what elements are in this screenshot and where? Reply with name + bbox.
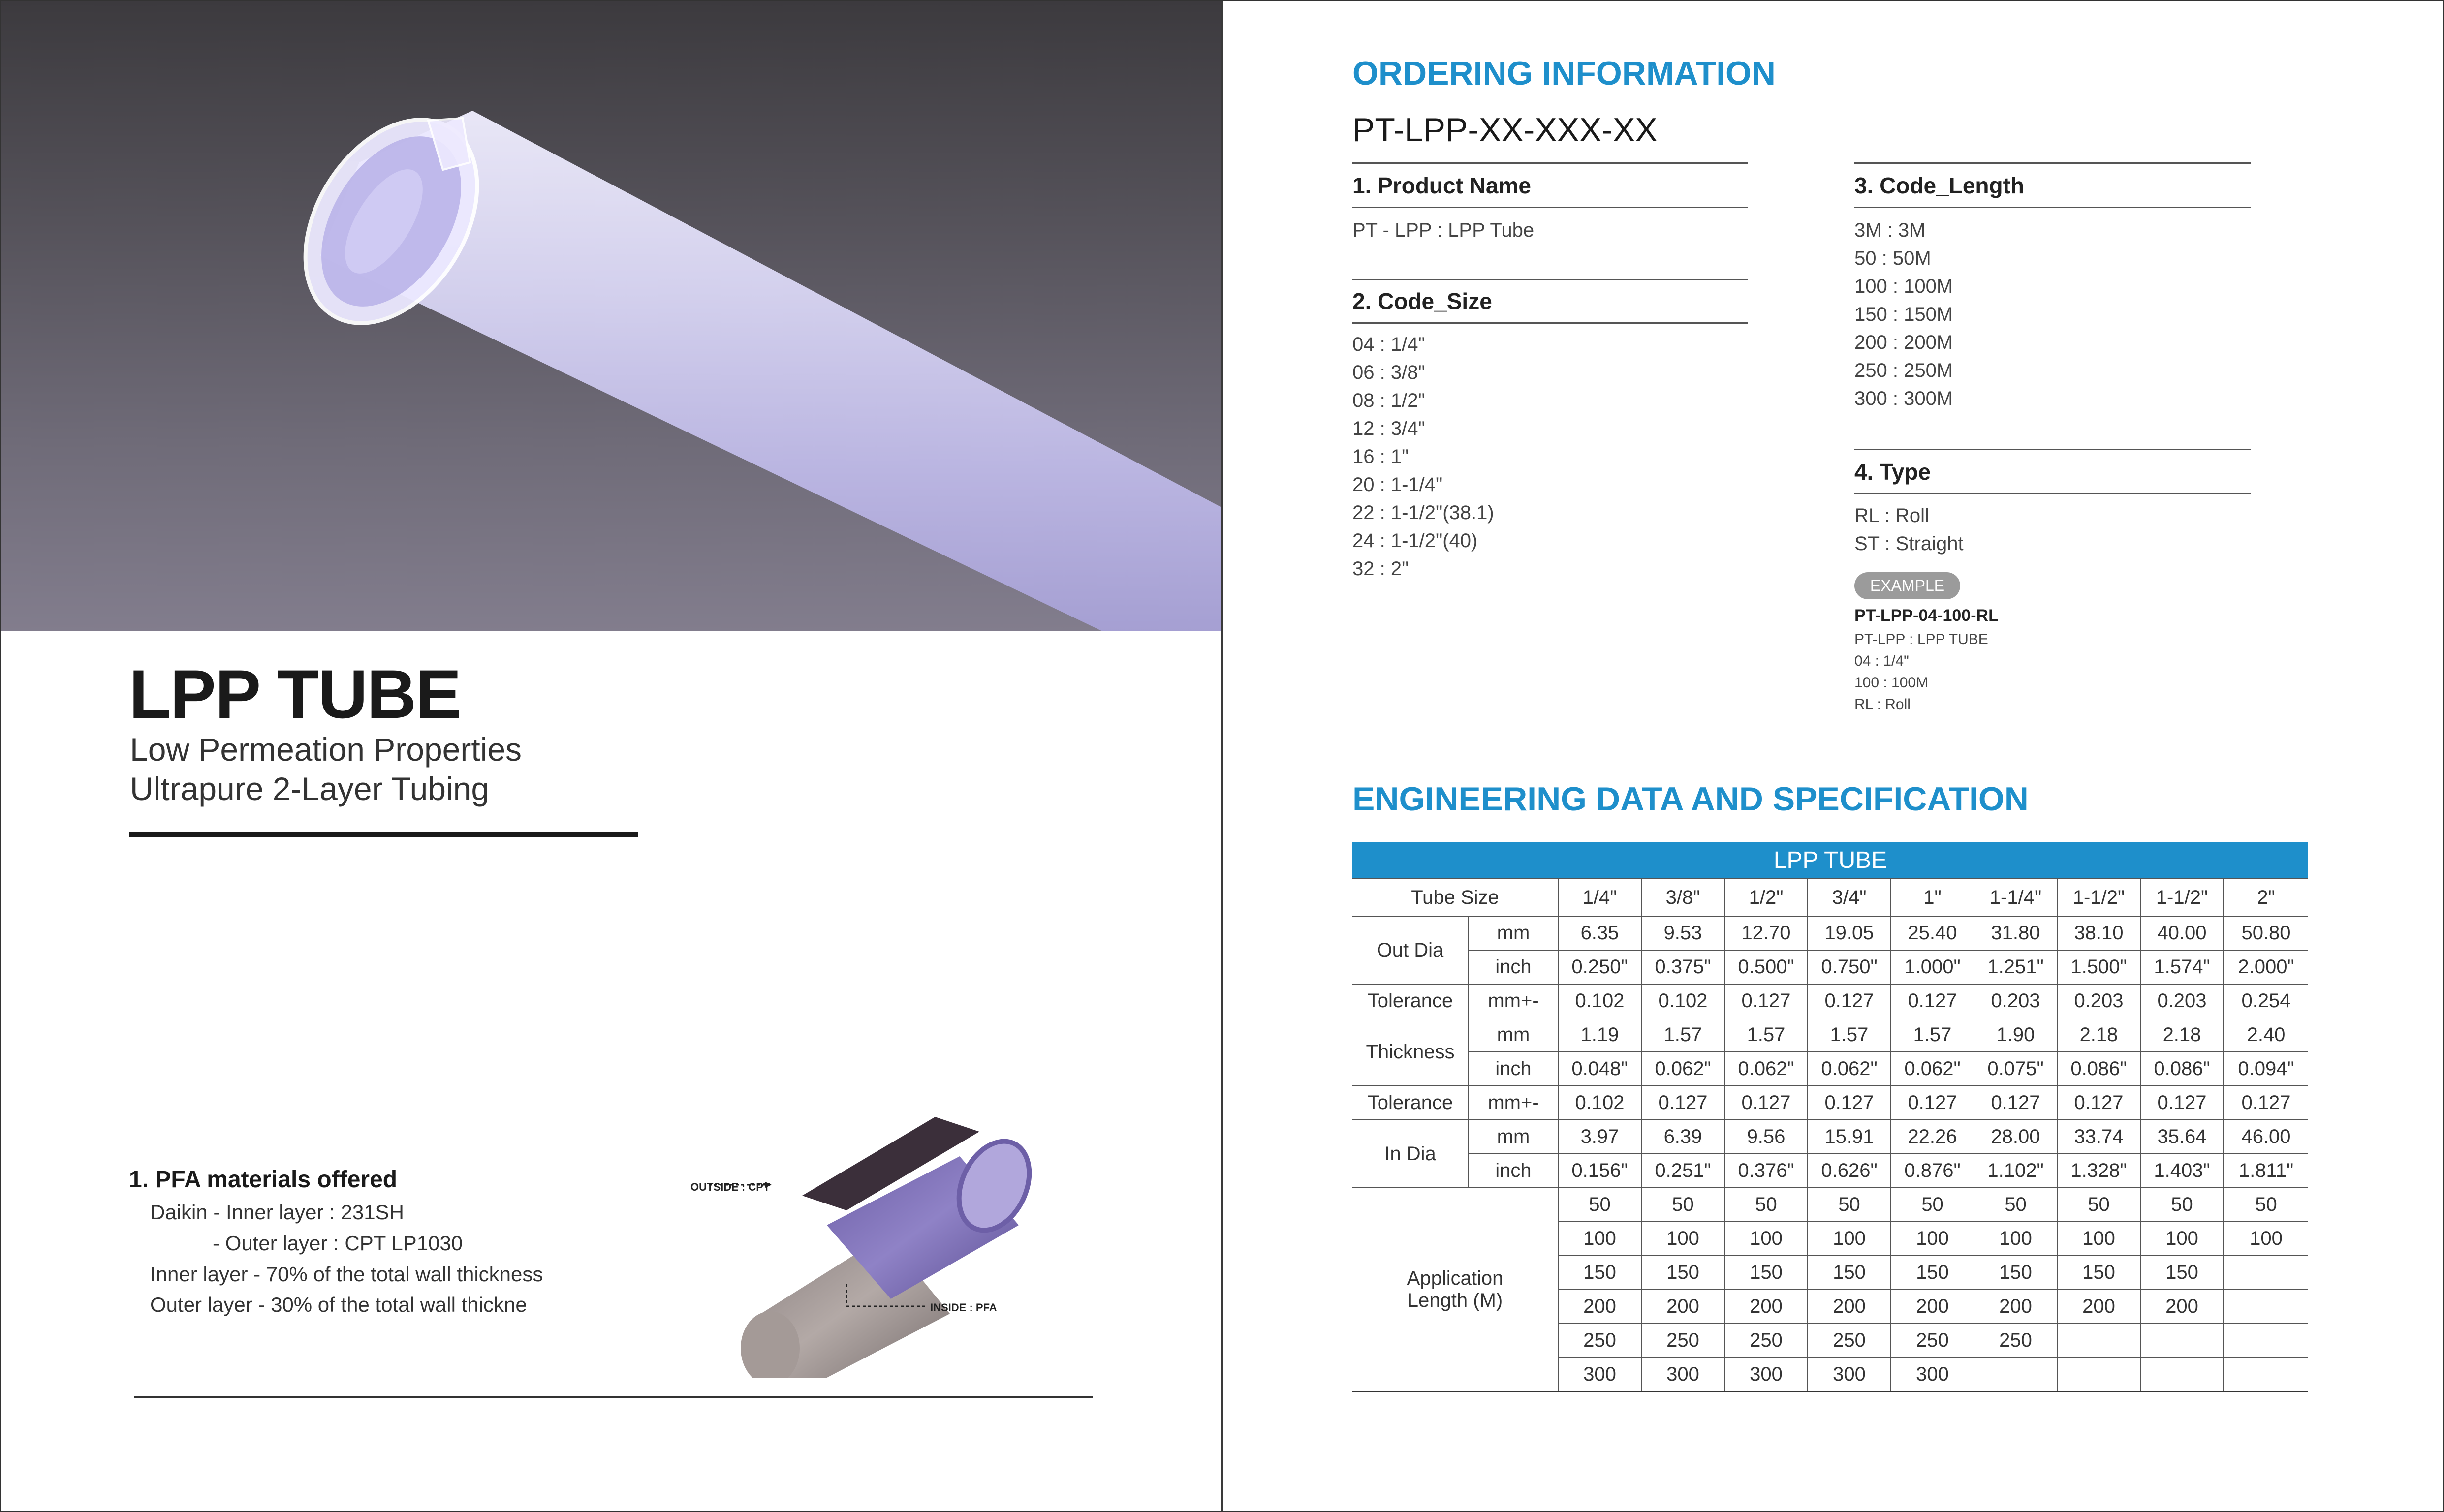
table-cell: 38.10 <box>2057 916 2140 950</box>
example-item: RL : Roll <box>1854 696 1911 712</box>
table-cell <box>2057 1358 2140 1392</box>
example-code: PT-LPP-04-100-RL <box>1854 606 1999 625</box>
table-cell: 300 <box>1558 1358 1641 1392</box>
table-cell: 0.254 <box>2224 984 2308 1018</box>
code-length-item: 3M : 3M <box>1854 219 1926 241</box>
table-cell <box>2224 1324 2308 1358</box>
table-cell: 6.39 <box>1641 1120 1724 1154</box>
size-cell: 2" <box>2224 879 2308 916</box>
table-cell: 300 <box>1641 1358 1724 1392</box>
table-cell: 2.18 <box>2140 1018 2224 1052</box>
table-cell: 0.203 <box>1974 984 2057 1018</box>
table-cell: 0.251" <box>1641 1154 1724 1188</box>
code-size-item: 20 : 1-1/4" <box>1352 474 1443 495</box>
example-item: PT-LPP : LPP TUBE <box>1854 631 1988 648</box>
application-label-line-1: Application <box>1407 1267 1504 1289</box>
table-cell: 1.57 <box>1641 1018 1724 1052</box>
table-cell: 3.97 <box>1558 1120 1641 1154</box>
table-cell: 19.05 <box>1808 916 1891 950</box>
table-cell: 0.127 <box>1891 984 1974 1018</box>
table-cell <box>2140 1324 2224 1358</box>
table-cell: 0.086" <box>2140 1052 2224 1086</box>
outside-layer-label: OUTSIDE : CPT <box>690 1181 770 1193</box>
table-cell: 100 <box>2057 1222 2140 1256</box>
table-cell: 2.000" <box>2224 950 2308 984</box>
table-cell: 300 <box>1724 1358 1808 1392</box>
table-cell: 1.403" <box>2140 1154 2224 1188</box>
table-cell <box>2140 1358 2224 1392</box>
tolerance-label: Tolerance <box>1352 984 1469 1018</box>
table-cell: 150 <box>1558 1256 1641 1290</box>
pfa-materials-heading: 1. PFA materials offered <box>129 1167 398 1193</box>
table-cell: 0.062" <box>1724 1052 1808 1086</box>
out-dia-label: Out Dia <box>1352 916 1469 984</box>
table-cell: 250 <box>1891 1324 1974 1358</box>
table-cell: 50 <box>1558 1188 1641 1222</box>
table-cell: 0.127 <box>1808 1086 1891 1120</box>
size-cell: 1/2" <box>1724 879 1808 916</box>
table-cell: 0.156" <box>1558 1154 1641 1188</box>
table-cell: 0.086" <box>2057 1052 2140 1086</box>
table-cell <box>2224 1358 2308 1392</box>
product-title: LPP TUBE <box>129 655 461 733</box>
example-item: 04 : 1/4" <box>1854 653 1909 669</box>
table-cell: 50.80 <box>2224 916 2308 950</box>
table-cell: 150 <box>2057 1256 2140 1290</box>
table-cell: 1.19 <box>1558 1018 1641 1052</box>
application-row-50 <box>1352 1188 2308 1222</box>
table-cell: 250 <box>1808 1324 1891 1358</box>
size-cell: 1-1/4" <box>1974 879 2057 916</box>
table-cell: 28.00 <box>1974 1120 2057 1154</box>
table-cell: 12.70 <box>1724 916 1808 950</box>
table-cell: 1.811" <box>2224 1154 2308 1188</box>
table-cell: 0.062" <box>1641 1052 1724 1086</box>
unit-label: inch <box>1469 1154 1558 1188</box>
table-cell: 200 <box>1724 1290 1808 1324</box>
table-cell: 35.64 <box>2140 1120 2224 1154</box>
table-cell: 46.00 <box>2224 1120 2308 1154</box>
code-size-top-rule <box>1352 279 1748 280</box>
ordering-code-format: PT-LPP-XX-XXX-XX <box>1352 111 1658 149</box>
code-size-item: 12 : 3/4" <box>1352 418 1425 439</box>
table-cell: 0.203 <box>2140 984 2224 1018</box>
table-cell: 100 <box>1724 1222 1808 1256</box>
table-cell: 0.062" <box>1891 1052 1974 1086</box>
product-name-top-rule <box>1352 162 1748 164</box>
table-cell: 33.74 <box>2057 1120 2140 1154</box>
table-cell: 0.127 <box>2140 1086 2224 1120</box>
two-layer-tube-figure <box>684 1102 1073 1378</box>
table-cell: 100 <box>1974 1222 2057 1256</box>
pfa-line-outer-thickness: Outer layer - 30% of the total wall thickne <box>150 1293 527 1316</box>
example-badge: EXAMPLE <box>1854 572 1960 599</box>
in-dia-mm-row <box>1352 1120 2308 1154</box>
code-length-item: 200 : 200M <box>1854 332 1953 353</box>
left-page-bottom-rule <box>134 1396 1093 1398</box>
in-dia-inch-row <box>1352 1154 2308 1188</box>
example-item: 100 : 100M <box>1854 675 1929 691</box>
out-dia-mm-row <box>1352 916 2308 950</box>
table-cell: 0.127 <box>1641 1086 1724 1120</box>
example-list <box>1854 629 1988 715</box>
code-length-item: 50 : 50M <box>1854 247 1931 269</box>
table-cell: 100 <box>2140 1222 2224 1256</box>
table-cell: 9.53 <box>1641 916 1724 950</box>
in-dia-label: In Dia <box>1352 1120 1469 1188</box>
table-cell: 1.500" <box>2057 950 2140 984</box>
table-cell: 50 <box>2224 1188 2308 1222</box>
table-cell <box>1974 1358 2057 1392</box>
table-cell: 150 <box>1808 1256 1891 1290</box>
code-length-heading: 3. Code_Length <box>1854 173 2025 198</box>
code-length-list <box>1854 216 1953 413</box>
table-cell: 100 <box>2224 1222 2308 1256</box>
table-cell: 200 <box>1641 1290 1724 1324</box>
table-cell: 0.127 <box>1808 984 1891 1018</box>
code-size-item: 04 : 1/4" <box>1352 334 1425 355</box>
product-subtitle-line-2: Ultrapure 2-Layer Tubing <box>130 771 490 807</box>
tube-illustration <box>0 0 1221 631</box>
table-cell: 1.251" <box>1974 950 2057 984</box>
code-size-item: 16 : 1" <box>1352 446 1409 467</box>
table-cell: 200 <box>2140 1290 2224 1324</box>
table-cell: 1.574" <box>2140 950 2224 984</box>
table-cell: 50 <box>2140 1188 2224 1222</box>
table-cell: 50 <box>1641 1188 1724 1222</box>
table-cell: 1.90 <box>1974 1018 2057 1052</box>
table-cell: 0.376" <box>1724 1154 1808 1188</box>
table-cell: 250 <box>1641 1324 1724 1358</box>
type-item: ST : Straight <box>1854 533 1964 555</box>
out-dia-inch-row <box>1352 950 2308 984</box>
table-cell: 0.127 <box>1724 1086 1808 1120</box>
table-cell: 0.375" <box>1641 950 1724 984</box>
application-label-line-2: Length (M) <box>1407 1290 1503 1311</box>
table-cell: 150 <box>1641 1256 1724 1290</box>
unit-label: inch <box>1469 950 1558 984</box>
table-cell: 100 <box>1558 1222 1641 1256</box>
code-length-item: 100 : 100M <box>1854 276 1953 297</box>
size-cell: 1-1/2" <box>2057 879 2140 916</box>
table-cell: 100 <box>1808 1222 1891 1256</box>
table-cell: 1.102" <box>1974 1154 2057 1188</box>
table-cell: 150 <box>2140 1256 2224 1290</box>
code-length-item: 150 : 150M <box>1854 304 1953 325</box>
thickness-label: Thickness <box>1352 1018 1469 1086</box>
table-cell <box>2057 1324 2140 1358</box>
table-cell: 200 <box>2057 1290 2140 1324</box>
code-length-item: 300 : 300M <box>1854 388 1953 409</box>
tolerance-od-row <box>1352 984 2308 1018</box>
tube-size-row <box>1352 879 2308 916</box>
spec-table <box>1352 842 2308 1392</box>
code-length-bottom-rule <box>1854 207 2251 208</box>
type-item: RL : Roll <box>1854 505 1929 526</box>
table-cell: 0.500" <box>1724 950 1808 984</box>
product-name-heading: 1. Product Name <box>1352 173 1531 198</box>
table-cell <box>2224 1290 2308 1324</box>
table-cell: 31.80 <box>1974 916 2057 950</box>
table-cell: 150 <box>1974 1256 2057 1290</box>
product-subtitle-line-1: Low Permeation Properties <box>130 731 522 768</box>
code-size-item: 08 : 1/2" <box>1352 390 1425 411</box>
table-cell: 250 <box>1558 1324 1641 1358</box>
table-cell: 50 <box>2057 1188 2140 1222</box>
table-cell: 1.57 <box>1891 1018 1974 1052</box>
tube-size-label: Tube Size <box>1352 879 1558 916</box>
tolerance-thickness-row <box>1352 1086 2308 1120</box>
table-cell: 0.102 <box>1558 984 1641 1018</box>
pfa-line-inner-thickness: Inner layer - 70% of the total wall thickness <box>150 1263 543 1286</box>
table-cell: 2.18 <box>2057 1018 2140 1052</box>
table-cell: 22.26 <box>1891 1120 1974 1154</box>
code-size-list <box>1352 331 1494 583</box>
title-underline <box>129 832 638 837</box>
table-cell: 6.35 <box>1558 916 1641 950</box>
table-cell: 0.062" <box>1808 1052 1891 1086</box>
unit-label: mm <box>1469 1018 1558 1052</box>
table-cell: 300 <box>1891 1358 1974 1392</box>
table-cell: 2.40 <box>2224 1018 2308 1052</box>
table-cell: 15.91 <box>1808 1120 1891 1154</box>
table-cell: 250 <box>1974 1324 2057 1358</box>
table-cell: 50 <box>1724 1188 1808 1222</box>
table-cell: 0.203 <box>2057 984 2140 1018</box>
table-cell: 0.075" <box>1974 1052 2057 1086</box>
table-cell: 0.048" <box>1558 1052 1641 1086</box>
pfa-line-outer-layer: - Outer layer : CPT LP1030 <box>213 1232 463 1255</box>
table-cell: 1.000" <box>1891 950 1974 984</box>
table-cell: 0.127 <box>1891 1086 1974 1120</box>
type-list <box>1854 502 1964 558</box>
table-cell: 50 <box>1974 1188 2057 1222</box>
table-cell: 150 <box>1891 1256 1974 1290</box>
table-cell: 200 <box>1974 1290 2057 1324</box>
table-cell: 1.57 <box>1808 1018 1891 1052</box>
unit-label: mm <box>1469 1120 1558 1154</box>
type-top-rule <box>1854 449 2251 450</box>
size-cell: 3/8" <box>1641 879 1724 916</box>
unit-label: inch <box>1469 1052 1558 1086</box>
thickness-inch-row <box>1352 1052 2308 1086</box>
hero-tube-photo <box>0 0 1221 631</box>
table-cell: 200 <box>1558 1290 1641 1324</box>
product-name-list <box>1352 216 1534 245</box>
table-cell: 0.876" <box>1891 1154 1974 1188</box>
unit-label: mm+- <box>1469 1086 1558 1120</box>
table-cell: 50 <box>1891 1188 1974 1222</box>
table-cell: 0.626" <box>1808 1154 1891 1188</box>
size-cell: 1/4" <box>1558 879 1641 916</box>
table-cell: 150 <box>1724 1256 1808 1290</box>
table-cell: 0.094" <box>2224 1052 2308 1086</box>
size-cell: 1-1/2" <box>2140 879 2224 916</box>
inside-layer-label: INSIDE : PFA <box>930 1301 997 1314</box>
table-cell: 9.56 <box>1724 1120 1808 1154</box>
pfa-line-inner-layer: Daikin - Inner layer : 231SH <box>150 1201 404 1224</box>
size-cell: 3/4" <box>1808 879 1891 916</box>
code-size-item: 24 : 1-1/2"(40) <box>1352 530 1478 552</box>
table-cell: 100 <box>1891 1222 1974 1256</box>
table-cell: 0.750" <box>1808 950 1891 984</box>
table-cell: 0.127 <box>2057 1086 2140 1120</box>
engineering-data-title: ENGINEERING DATA AND SPECIFICATION <box>1352 780 2029 818</box>
table-cell: 25.40 <box>1891 916 1974 950</box>
code-size-bottom-rule <box>1352 322 1748 324</box>
table-cell <box>2224 1256 2308 1290</box>
table-cell: 200 <box>1808 1290 1891 1324</box>
table-cell: 0.127 <box>1974 1086 2057 1120</box>
table-cell: 40.00 <box>2140 916 2224 950</box>
table-cell: 50 <box>1808 1188 1891 1222</box>
table-cell: 250 <box>1724 1324 1808 1358</box>
code-length-item: 250 : 250M <box>1854 360 1953 381</box>
thickness-mm-row <box>1352 1018 2308 1052</box>
application-length-label <box>1352 1188 1558 1392</box>
product-name-item: PT - LPP : LPP Tube <box>1352 219 1535 241</box>
code-length-top-rule <box>1854 162 2251 164</box>
table-cell: 1.57 <box>1724 1018 1808 1052</box>
tolerance-label: Tolerance <box>1352 1086 1469 1120</box>
code-size-heading: 2. Code_Size <box>1352 288 1492 314</box>
table-cell: 0.250" <box>1558 950 1641 984</box>
table-cell: 200 <box>1891 1290 1974 1324</box>
code-size-item: 32 : 2" <box>1352 558 1409 580</box>
table-title: LPP TUBE <box>1352 842 2308 879</box>
table-cell: 0.102 <box>1558 1086 1641 1120</box>
type-heading: 4. Type <box>1854 459 1931 485</box>
unit-label: mm+- <box>1469 984 1558 1018</box>
table-cell: 0.127 <box>1724 984 1808 1018</box>
code-size-item: 22 : 1-1/2"(38.1) <box>1352 502 1494 524</box>
size-cell: 1" <box>1891 879 1974 916</box>
table-cell: 1.328" <box>2057 1154 2140 1188</box>
table-cell: 300 <box>1808 1358 1891 1392</box>
table-cell: 0.127 <box>2224 1086 2308 1120</box>
table-cell: 100 <box>1641 1222 1724 1256</box>
unit-label: mm <box>1469 916 1558 950</box>
page-divider <box>1221 0 1223 1512</box>
code-size-item: 06 : 3/8" <box>1352 362 1425 383</box>
type-bottom-rule <box>1854 493 2251 494</box>
ordering-information-title: ORDERING INFORMATION <box>1352 55 1776 92</box>
table-cell: 0.102 <box>1641 984 1724 1018</box>
product-name-bottom-rule <box>1352 207 1748 208</box>
